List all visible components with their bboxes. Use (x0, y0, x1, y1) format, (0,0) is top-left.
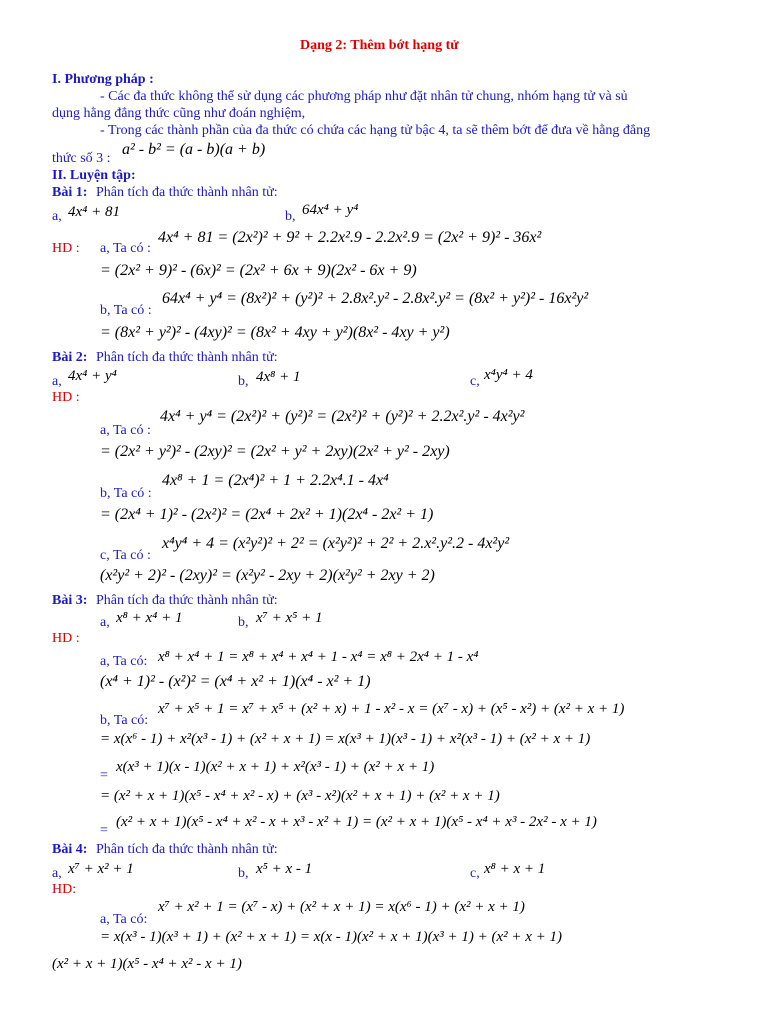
bai1-a-taco: a, Ta có : (100, 241, 151, 256)
bai2-label: Bài 2: (52, 350, 88, 365)
bai1-solution-a-2: = (2x² + 9)² - (6x)² = (2x² + 6x + 9)(2x² - 6x + 9) (100, 262, 417, 279)
bai2-a-expr: 4x⁴ + y⁴ (68, 368, 117, 384)
bai3-task: Phân tích đa thức thành nhân tử: (96, 593, 278, 608)
bai1-b-expr: 64x⁴ + y⁴ (302, 202, 359, 218)
bai2-solution-a-1: 4x⁴ + y⁴ = (2x²)² + (y²)² = (2x²)² + (y²)² + 2.2x².y² - 4x²y² (160, 408, 525, 425)
bai2-b-label: b, (238, 374, 249, 389)
bai2-a-taco: a, Ta có : (100, 423, 151, 438)
bai3-a-label: a, (100, 615, 110, 630)
bai2-c-expr: x⁴y⁴ + 4 (484, 367, 533, 383)
bai2-c-label: c, (470, 374, 480, 389)
bai1-solution-b-2: = (8x² + y²)² - (4xy)² = (8x² + 4xy + y²)(8x² - 4xy + y²) (100, 324, 450, 341)
bai3-b-taco: b, Ta có: (100, 713, 149, 728)
bai3-label: Bài 3: (52, 593, 88, 608)
bai4-b-expr: x⁵ + x - 1 (256, 861, 313, 877)
bai2-solution-b-2: = (2x⁴ + 1)² - (2x²)² = (2x⁴ + 2x² + 1)(2x⁴ - 2x² + 1) (100, 506, 434, 523)
bai2-solution-b-1: 4x⁸ + 1 = (2x⁴)² + 1 + 2.2x⁴.1 - 4x⁴ (162, 472, 389, 489)
bai4-c-label: c, (470, 866, 480, 881)
bai3-solution-a-2: (x⁴ + 1)² - (x²)² = (x⁴ + x² + 1)(x⁴ - x² + 1) (100, 673, 371, 690)
bai3-a-taco: a, Ta có: (100, 654, 148, 669)
bai2-b-taco: b, Ta có : (100, 486, 152, 501)
bai4-solution-a-2: = x(x³ - 1)(x³ + 1) + (x² + x + 1) = x(x - 1)(x² + x + 1)(x³ + 1) + (x² + x + 1) (100, 929, 563, 945)
page-title: Dạng 2: Thêm bớt hạng tử (300, 38, 459, 53)
bai4-a-taco: a, Ta có: (100, 912, 148, 927)
method-heading: I. Phương pháp : (52, 72, 154, 87)
bai4-c-expr: x⁸ + x + 1 (484, 861, 546, 877)
bai2-task: Phân tích đa thức thành nhân tử: (96, 350, 278, 365)
bai2-c-taco: c, Ta có : (100, 548, 151, 563)
bai3-hd: HD : (52, 631, 80, 646)
difference-of-squares-formula: a² - b² = (a - b)(a + b) (122, 141, 266, 158)
bai1-solution-b-1: 64x⁴ + y⁴ = (8x²)² + (y²)² + 2.8x².y² - 2.8x².y² = (8x² + y²)² - 16x²y² (162, 290, 589, 307)
bai4-b-label: b, (238, 866, 249, 881)
bai3-equals-5: = (100, 823, 108, 838)
method-line-3: - Trong các thành phần của đa thức có chứa các hạng tử bậc 4, ta sẽ thêm bớt để đưa về hằng đẳng (100, 123, 651, 138)
method-line-4: thức số 3 : (52, 151, 111, 166)
practice-heading: II. Luyện tập: (52, 168, 136, 183)
bai2-solution-c-1: x⁴y⁴ + 4 = (x²y²)² + 2² = (x²y²)² + 2² + 2.x².y².2 - 4x²y² (162, 535, 510, 552)
bai4-task: Phân tích đa thức thành nhân tử: (96, 842, 278, 857)
bai3-solution-b-1: x⁷ + x⁵ + 1 = x⁷ + x⁵ + (x² + x) + 1 - x² - x = (x⁷ - x) + (x⁵ - x²) + (x² + x + 1) (158, 701, 625, 717)
bai3-b-expr: x⁷ + x⁵ + 1 (256, 610, 323, 626)
bai3-solution-b-3: x(x³ + 1)(x - 1)(x² + x + 1) + x²(x³ - 1) + (x² + x + 1) (116, 759, 435, 775)
bai1-hd: HD : (52, 241, 80, 256)
bai4-solution-a-3: (x² + x + 1)(x⁵ - x⁴ + x² - x + 1) (52, 956, 242, 972)
bai4-label: Bài 4: (52, 842, 88, 857)
bai3-b-label: b, (238, 615, 249, 630)
bai1-task: Phân tích đa thức thành nhân tử: (96, 185, 278, 200)
bai3-a-expr: x⁸ + x⁴ + 1 (116, 610, 183, 626)
bai4-hd: HD: (52, 882, 77, 897)
bai1-a-expr: 4x⁴ + 81 (68, 204, 120, 220)
bai3-solution-b-2: = x(x⁶ - 1) + x²(x³ - 1) + (x² + x + 1) = x(x³ + 1)(x³ - 1) + x²(x³ - 1) + (x² + x + 1) (100, 731, 591, 747)
bai3-equals-3: = (100, 768, 108, 783)
bai3-solution-b-4: = (x² + x + 1)(x⁵ - x⁴ + x² - x) + (x³ - x²)(x² + x + 1) + (x² + x + 1) (100, 788, 500, 804)
method-line-2: dụng hằng đẳng thức cũng như đoán nghiệm, (52, 106, 306, 121)
bai4-solution-a-1: x⁷ + x² + 1 = (x⁷ - x) + (x² + x + 1) = x(x⁶ - 1) + (x² + x + 1) (158, 899, 525, 915)
bai4-a-expr: x⁷ + x² + 1 (68, 861, 134, 877)
bai2-hd: HD : (52, 390, 80, 405)
bai2-b-expr: 4x⁸ + 1 (256, 369, 301, 385)
bai4-a-label: a, (52, 866, 62, 881)
bai1-label: Bài 1: (52, 185, 88, 200)
bai1-a-label: a, (52, 209, 62, 224)
bai2-solution-a-2: = (2x² + y²)² - (2xy)² = (2x² + y² + 2xy)(2x² + y² - 2xy) (100, 443, 450, 460)
bai1-b-taco: b, Ta có : (100, 303, 152, 318)
bai1-b-label: b, (285, 209, 296, 224)
bai2-a-label: a, (52, 374, 62, 389)
bai2-solution-c-2: (x²y² + 2)² - (2xy)² = (x²y² - 2xy + 2)(x²y² + 2xy + 2) (100, 567, 435, 584)
method-line-1: - Các đa thức không thể sử dụng các phương pháp như đặt nhân tử chung, nhóm hạng tử và sủ (100, 89, 628, 104)
bai1-solution-a-1: 4x⁴ + 81 = (2x²)² + 9² + 2.2x².9 - 2.2x².9 = (2x² + 9)² - 36x² (158, 229, 542, 246)
bai3-solution-a-1: x⁸ + x⁴ + 1 = x⁸ + x⁴ + x⁴ + 1 - x⁴ = x⁸ + 2x⁴ + 1 - x⁴ (158, 649, 479, 665)
bai3-solution-b-5: (x² + x + 1)(x⁵ - x⁴ + x² - x + x³ - x² + 1) = (x² + x + 1)(x⁵ - x⁴ + x³ - 2x² - x + 1) (116, 814, 597, 830)
